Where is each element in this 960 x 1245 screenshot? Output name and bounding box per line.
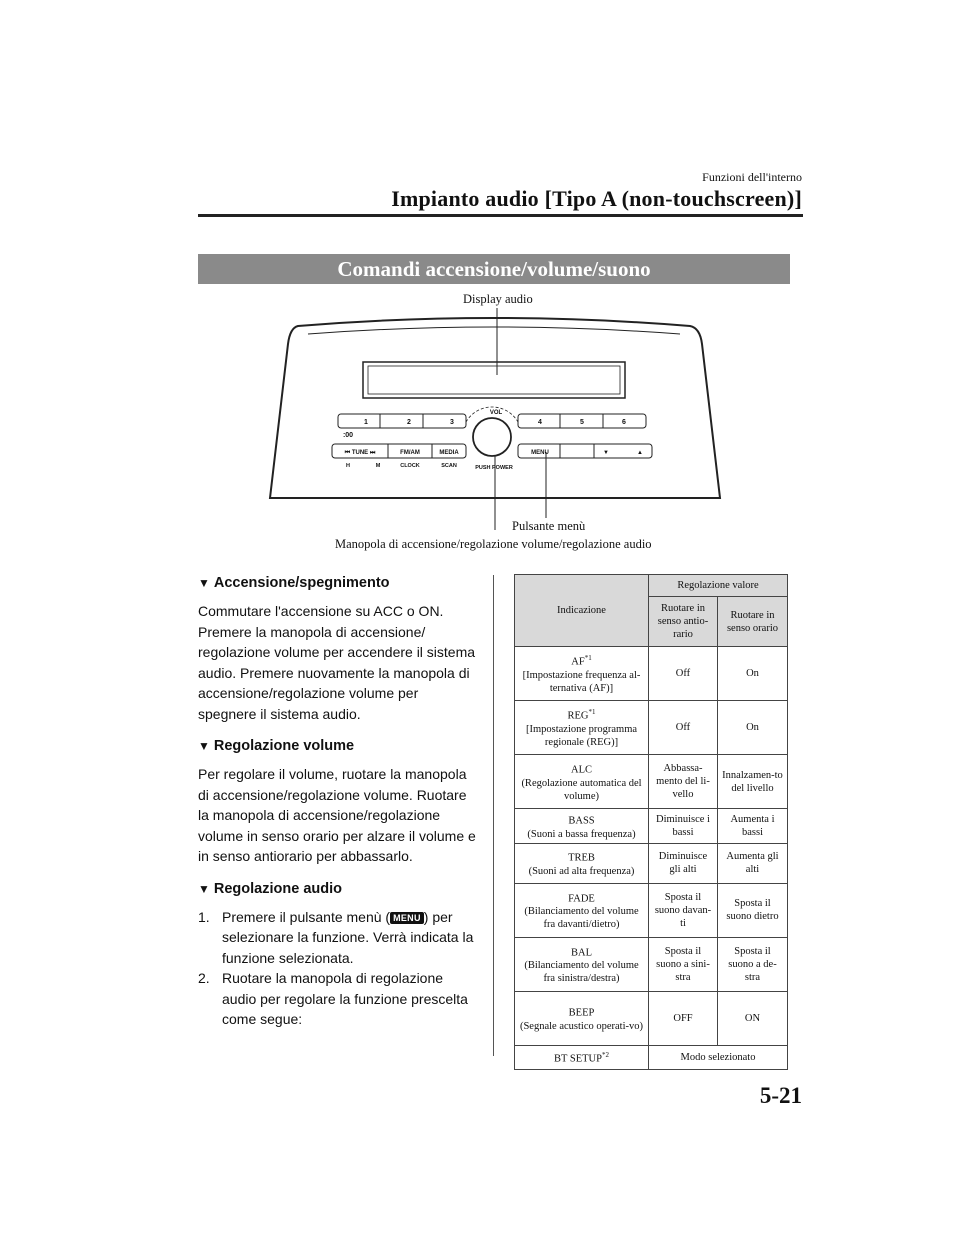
preset-buttons-left: [332, 414, 466, 469]
cell-indicazione: AF$^{*1}$ [Impostazione frequenza al-ternativa (AF)]: [515, 647, 649, 701]
clock-00-label: :00: [342, 432, 354, 439]
th-regolazione: Regolazione valore: [649, 575, 788, 597]
cell-indicazione: BAL (Bilanciamento del volume fra sinistra/destra): [515, 937, 649, 991]
label-display-audio: Display audio: [463, 292, 533, 306]
cell-indicazione: BEEP (Segnale acustico operati-vo): [515, 991, 649, 1045]
step-item: 2. Ruotare la manopola di regolazione audio per regolare la funzione prescelta come segue:: [198, 970, 468, 1027]
triangle-bullet-icon: ▼: [198, 739, 210, 753]
cell-orario: Innalzamen-to del livello: [717, 755, 787, 809]
preset-6-label: 6: [622, 419, 626, 426]
cell-antiorario: OFF: [649, 991, 718, 1045]
cell-orario: Sposta il suono dietro: [717, 883, 787, 937]
preset-3-label: 3: [450, 419, 454, 426]
cell-orario: On: [717, 647, 787, 701]
table-row: [515, 647, 788, 701]
down-arrow-icon: ▼: [603, 450, 609, 456]
step-item: 1. Premere il pulsante menù ( MENU ) per selezionare la funzione. Verrà indicata la funzione selezionata.: [198, 908, 474, 966]
sub-m-label: M: [375, 463, 381, 469]
triangle-bullet-icon: ▼: [198, 576, 210, 590]
text-column: [198, 575, 480, 1030]
audio-steps: [198, 907, 480, 1030]
page-title: Impianto audio [Tipo A (non-touchscreen)]: [391, 186, 802, 211]
vol-label: VOL: [489, 410, 503, 416]
th-orario: Ruotare in senso orario: [717, 597, 787, 647]
table-row: [515, 701, 788, 755]
table-row: [515, 843, 788, 883]
table-row: [515, 1045, 788, 1069]
cell-value: Modo selezionato: [649, 1045, 788, 1069]
cell-indicazione: FADE (Bilanciamento del volume fra davanti/dietro): [515, 883, 649, 937]
audio-settings-table: [514, 574, 788, 1070]
table-body: [515, 647, 788, 1070]
tune-label: ⏮ TUNE ⏭: [344, 450, 376, 456]
cell-antiorario: Abbassa-mento del li-vello: [649, 755, 718, 809]
cell-indicazione: REG$^{*1}$ [Impostazione programma regionale (REG)]: [515, 701, 649, 755]
cell-antiorario: Off: [649, 701, 718, 755]
page-number: 5-21: [759, 1083, 802, 1108]
preset-2-label: 2: [407, 419, 411, 426]
power-volume-knob: [466, 407, 518, 471]
push-power-label: PUSH POWER: [475, 465, 513, 471]
paragraph-volume: Per regolare il volume, ruotare la manopola di accensione/regolazione volume. Ruotare la manopola di accensione/regolazione volume in senso orario per alzare il volume e in senso antiorario per abbassarlo.: [198, 766, 476, 864]
fmam-label: FM/AM: [400, 450, 420, 456]
th-antiorario: Ruotare in senso antio-rario: [649, 597, 718, 647]
column-divider: [493, 575, 494, 1056]
preset-5-label: 5: [580, 419, 584, 426]
radio-panel-illustration: [260, 300, 730, 530]
subheading-power: ▼ Accensione/spegnimento: [198, 575, 390, 591]
cell-indicazione: BASS (Suoni a bassa frequenza): [515, 809, 649, 844]
cell-orario: ON: [717, 991, 787, 1045]
header-rule: [198, 214, 803, 217]
cell-antiorario: Sposta il suono a sini-stra: [649, 937, 718, 991]
audio-display: [363, 362, 625, 398]
sub-scan-label: SCAN: [441, 463, 457, 469]
table-row: [515, 991, 788, 1045]
table-row: [515, 755, 788, 809]
cell-orario: On: [717, 701, 787, 755]
section-banner: Comandi accensione/volume/suono: [198, 254, 790, 284]
menu-label: MENU: [531, 450, 549, 456]
cell-indicazione: TREB (Suoni ad alta frequenza): [515, 843, 649, 883]
table-row: [515, 809, 788, 844]
subheading-audio: ▼ Regolazione audio: [198, 880, 342, 897]
table-row: [515, 937, 788, 991]
th-indicazione: Indicazione: [515, 575, 649, 647]
cell-orario: Aumenta i bassi: [717, 809, 787, 844]
cell-antiorario: Diminuisce i bassi: [649, 809, 718, 844]
cell-antiorario: Diminuisce gli alti: [649, 843, 718, 883]
sub-clock-label: CLOCK: [400, 463, 420, 469]
up-arrow-icon: ▲: [637, 450, 643, 456]
preset-4-label: 4: [538, 419, 542, 426]
cell-orario: Aumenta gli alti: [717, 843, 787, 883]
paragraph-power: Commutare l'accensione su ACC o ON. Premere la manopola di accensione/ regolazione volume per accendere il sistema audio. Premere nuovamente la manopola di accensione/regolazione volume per spegnere il sistema audio.: [198, 603, 476, 722]
cell-orario: Sposta il suono a de-stra: [717, 937, 787, 991]
label-menu-button: Pulsante menù: [512, 519, 586, 533]
menu-button-icon: MENU: [390, 912, 424, 924]
cell-antiorario: Sposta il suono davan-ti: [649, 883, 718, 937]
cell-antiorario: Off: [649, 647, 718, 701]
media-label: MEDIA: [439, 450, 459, 456]
triangle-bullet-icon: ▼: [198, 881, 210, 896]
label-power-knob: Manopola di accensione/regolazione volume/regolazione audio: [335, 537, 652, 551]
sub-h-label: H: [346, 463, 350, 469]
table-row: [515, 883, 788, 937]
preset-1-label: 1: [364, 419, 368, 426]
section-header: Funzioni dell'interno: [702, 170, 802, 184]
preset-buttons-right: [518, 414, 652, 458]
cell-indicazione: ALC (Regolazione automatica del volume): [515, 755, 649, 809]
subheading-volume: ▼ Regolazione volume: [198, 738, 355, 754]
cell-indicazione: BT SETUP$^{*2}$: [515, 1045, 649, 1069]
